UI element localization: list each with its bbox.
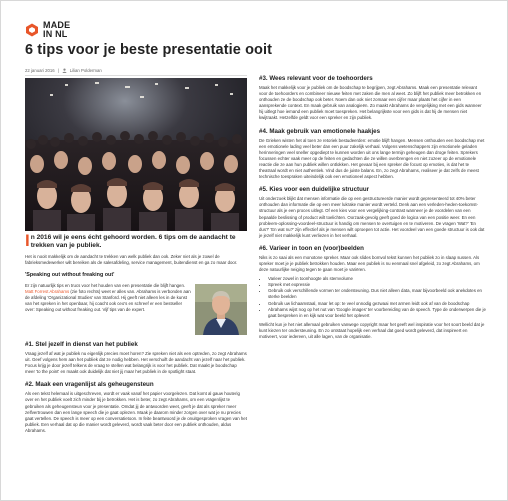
brand-line-2: IN NL [43, 29, 68, 39]
brand-wordmark [43, 21, 70, 39]
tip-3-body: Maak het makkelijk voor je publiek om de boodschap te begrijpen, zegt Abrahams. Maak een presentatie relevant voor de toehoorders en combineer nieuwe feiten met zaken die men al weet. Zo blijft het publiek meer betrokken en onthouden ze de boodschap ook beter. Noem dan ook niet zomaar een cijfer maar plaats het cijfer in een aansprekende context. En maak gebruik van analogieën. Zo maakt Abrahams de vergelijking met een gids wanneer hij uitlegt hoe iemand een publiek moet toespreken. Het belangrijkste voor een gids is dat hij de mensen niet kwijtraakt. Hetzelfde geldt voor een spreker en zijn publiek. [259, 85, 482, 121]
list-item: • Varieer zowel in toonhoogte als stemvolume [268, 276, 486, 282]
brand-logo[interactable] [25, 21, 70, 39]
user-icon [62, 68, 67, 73]
expert-text-after: (zie foto rechts) weet er alles van. Abrahams is verbonden aan de afdeling 'Organizational Studies' van Stanford. Hij geeft niet alleen les in de kunst van het spreken in het openbaar, hij coacht ook ceo's en schreef er een bestseller over: Speaking out without freaking out. Vijf tips van de expert. [25, 289, 191, 313]
portrait-photo [195, 284, 247, 335]
tip-2-body: Als een tekst helemaal is uitgeschreven, wordt er vaak vanaf het papier voorgelezen. Dat komt al gauw houterig over en het publiek voelt zich minder bij je betrokken. Het is beter, zo zegt Abrahams, om een vragenlijst te gebruiken als geheugensteun voor je presentatie. Omdat jij de antwoorden weet, geeft je dat als spreker meer zelfvertrouwen dan een lange speech die je gaat oplezen. Maak je daarom minder zorgen over wat je nu precies gaat vertellen. De speech is meer op een conversatietoon. In feite beantwoord je de onuitgesproken vragen van het publiek. Een verhaal dat op die manier wordt geleverd, wordt vaak beter door een publiek onthouden, aldus Abrahams. [25, 391, 247, 433]
tip-3-heading: #3. Wees relevant voor de toehoorders [259, 75, 373, 82]
expert-text-before: Er zijn natuurlijk tips en trucs voor het houden van een presentatie die blijft hangen. [25, 283, 186, 288]
brand-line-1: MADE [43, 20, 71, 30]
meta-divider [25, 75, 247, 76]
lead-dropcap: I [25, 231, 30, 250]
article-title: 6 tips voor je beste presentatie ooit [25, 42, 273, 58]
tip-5-heading: #5. Kies voor een duidelijke structuur [259, 186, 370, 194]
left-column [25, 231, 247, 434]
tip-1-body: Vraag jezelf af wat je publiek nu eigenlijk precies moet horen? Zie spreken niet als een optreden, zo zegt Abrahams uit. Geef volgens hem aan het publiek dat ze nodig hebben. Het verschuift de aandacht van jezelf naar het publiek. Focus krijg je door jezelf telkens de vraag te stellen wat belangrijk is voor het publiek. Dat maakt je boodschap meer 'to the point' en maakt ook duidelijk dat niet jij maar het publiek in de spotlight staat. [25, 351, 247, 375]
expert-portrait [195, 284, 247, 335]
tip-5-body: Uit onderzoek blijkt dat mensen informatie die op een gestructureerde manier wordt gepresenteerd tot 40% beter onthouden dan informatie die op een meer lukrake manier wordt verteld. Denk aan een verleden-heden-toekomst-structuur als je een proces uitlegt. Of een kies voor een vergelijking-contrast wanneer je de voordelen van een bepaalde beslissing of product wilt toelichten. Oorzaak-gevolg geeft goed de logica van een positie weer. En een probleem-oplossing-voordeel-structuur is handig om mensen te overtuigen en te motiveren. De vragen 'Wat?' 'En dus?' 'En wat nu?' zijn effectief als je mensen wilt oproepen tot actie. Het voordeel van een goede structuur is ook dat je jezelf niet makkelijk kunt verliezen in het verhaal. [259, 196, 485, 238]
article-date: 22 januari 2016 [25, 68, 55, 73]
expert-link[interactable]: Matt Forrest Abrahams [25, 289, 70, 295]
expert-section [25, 280, 247, 335]
list-item: • Gebruik uw lichaamstaal, maar let op: te veel onnodig gezwaai met armen leidt ook af van de boodschap [268, 301, 486, 307]
expert-paragraph [25, 283, 191, 335]
closing-paragraph: Wellicht kun je het niet allemaal gebruiken vanwege copyright maar het geeft wel inspiratie voor het soort beeld dat je kunt kiezen ter ondersteuning. En zo ontstaat hopelijk een verhaal dat goed wordt geleverd, dat inspireert en motiveert, voor iedereen, uit alle lagen, van de organisatie. [259, 321, 485, 339]
tip-4-body: De Grieken wisten het al toen ze retoriek bestudeerden: emotie blijft hangen. Mensen onthouden een boodschap met een emotionele lading veel beter dan een puur zakelijk verhaal. Volgens wetenschappers zijn emotionele geladen herinneringen veel sneller opgediept te kunnen worden uit ons lange termijn geheugen dan droge feiten. Sprekers focussen echter vaak meer op de feiten en gedachten die ze willen overbrengen en niet zozeer op de emotionele reactie die ze aan hun publiek willen ontlokken. Het gevaar bij een spreker die focust op emoties, is dat het te theatraal wordt en niet authentiek. Vind dus de juiste balans. En, zo zegt Abrahams, realiseer je dat zelfs de meest technische toespraken uiteindelijk ook een emotioneel aspect hebben. [259, 137, 485, 180]
list-item: • Abrahams wijst nog op het nut van 'Google images' ter voorbereiding van de speech. Type de onderwerpen die je gaat bespreken in en kijk wat voor beeld het oplevert [268, 307, 486, 319]
variation-list [259, 276, 486, 319]
article-lead [25, 231, 247, 251]
article-author[interactable]: Lilian Polderman [69, 68, 102, 73]
intro-paragraph: Het is nooit makkelijk om de aandacht te trekken van welk publiek dan ook. Zeker niet als je zowel de fabrieksmedewerker wilt bereiken als de salesafdeling, service management, buitendienst en ga zo maar door. [25, 253, 238, 265]
tip-1-heading: #1. Stel jezelf in dienst van het publiek [25, 341, 138, 348]
list-item: • Spreek met expressie [268, 282, 486, 288]
tip-6-body: Niks is zo saai als een monotone spreker. Maar ook slides bomvol tekst kunnen het publiek zo in slaap sussen. Als spreker moet je je publiek betrokken houden. Maar een publiek is nu eenmaal snel afgeleid, zo zegt Abrahams, om deze natuurlijke neiging tegen te gaan moet je variëren. [259, 254, 480, 273]
hero-image-audience [25, 78, 247, 231]
tip-2-heading: #2. Maak een vragenlijst als geheugensteun [25, 381, 154, 389]
article-meta [25, 68, 102, 73]
list-item: • Gebruik ook verschillende vormen ter ondersteuning. Dus niet alleen data, maar bijvoorbeeld ook anekdotes en sterke beelden [268, 288, 486, 300]
right-column [259, 75, 486, 340]
sub-heading: 'Speaking out without freaking out' [25, 272, 115, 278]
hexagon-logo-icon [25, 23, 39, 37]
tip-6-heading: #6. Varieer in toon en (voor)beelden [259, 244, 364, 252]
tip-4-heading: #4. Maak gebruik van emotionele haakjes [259, 127, 381, 135]
meta-separator: | [57, 68, 59, 73]
lead-text: n 2016 wil je eens écht gehoord worden. 6 tips om de aandacht te trekken van je publiek. [30, 234, 236, 250]
audience-photo [25, 78, 247, 231]
